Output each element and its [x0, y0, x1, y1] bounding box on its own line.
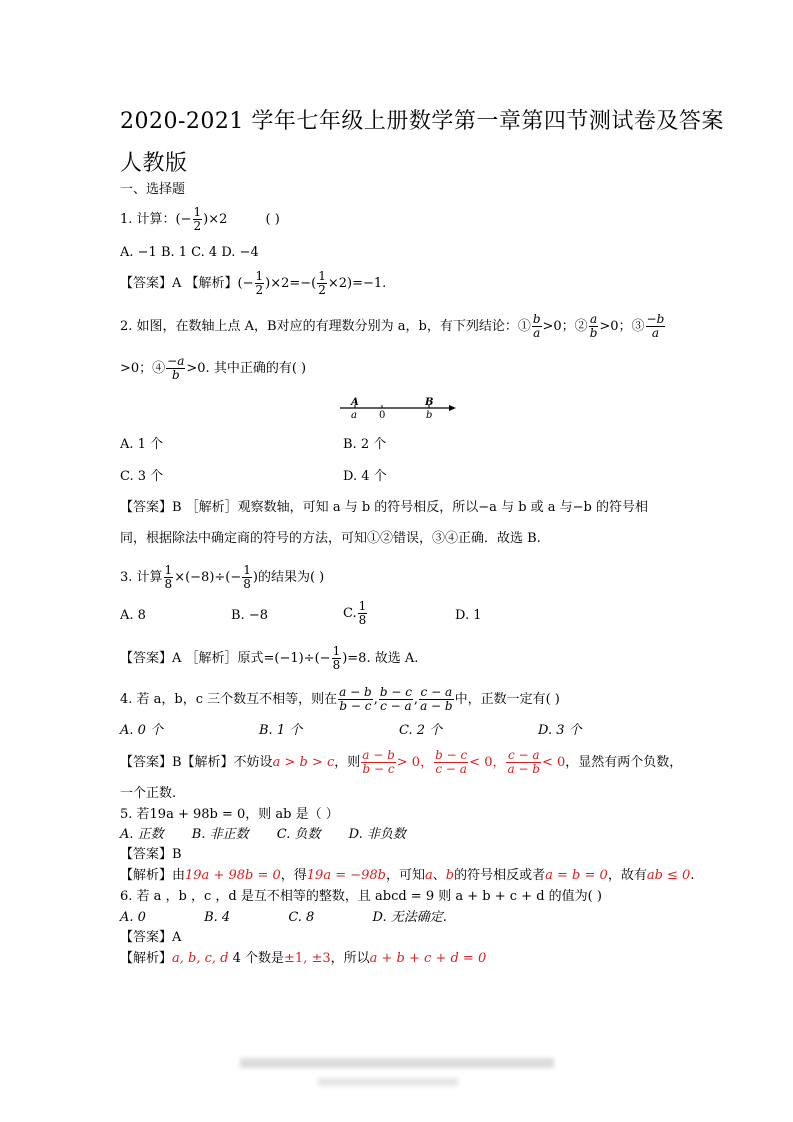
label-zero: 0	[379, 410, 386, 420]
section-heading: 一、选择题	[120, 182, 186, 197]
question-2-option-a: A. 1 个	[120, 437, 164, 452]
question-2-option-c: C. 3 个	[120, 469, 164, 484]
fraction: $\frac{c - a}{a - b}$	[420, 685, 453, 713]
question-3-option-a: A. 8	[120, 608, 146, 623]
question-4-option-c: C. 2 个	[399, 723, 443, 738]
question-1: 1. 计算：(− $\frac{1}{2}$ )×2 ( )	[120, 205, 280, 233]
fraction: $\frac{b - c}{c - a}$	[379, 685, 412, 713]
question-2-answer-line1: 【答案】B ［解析］观察数轴，可知 a 与 b 的符号相反，所以−a 与 b 或 a 与−b 的符号相	[120, 500, 649, 515]
question-4: 4. 若 a，b，c 三个数互不相等，则在 $\frac{a - b}{b - c}$ , $\frac{b - c}{c - a}$ , $\frac{c - a}{a - b}$ 中，正数一定有( )	[120, 685, 560, 713]
question-1-options: A. −1 B. 1 C. 4 D. −4	[120, 245, 259, 260]
fraction: $\frac{b - c}{c - a}$	[435, 748, 468, 776]
question-2-option-d: D. 4 个	[343, 469, 387, 484]
fraction: $\frac{1}{8}$	[358, 599, 367, 627]
question-3-answer: 【答案】A ［解析］原式=(−1)÷(− $\frac{1}{8}$ )=8. 故选 A.	[120, 644, 419, 672]
page-subtitle: 人教版	[120, 151, 188, 176]
fraction: $\frac{a}{b}$	[589, 312, 598, 340]
fraction: $\frac{1}{2}$	[193, 205, 202, 233]
question-4-answer-line2: 一个正数.	[120, 786, 177, 801]
question-6-explanation: 【解析】a, b, c, d 4 个数是±1, ±3，所以a + b + c + d = 0	[120, 951, 487, 966]
footer-watermark-line2	[318, 1078, 458, 1086]
footer-watermark	[240, 1058, 554, 1068]
number-line-figure	[336, 394, 462, 420]
fraction: $\frac{-b}{a}$	[646, 312, 665, 340]
label-b: b	[426, 410, 433, 420]
label-a: a	[351, 410, 357, 420]
question-2-line2: >0；④ $\frac{-a}{b}$ >0. 其中正确的有( )	[120, 354, 307, 382]
fraction: $\frac{a - b}{b - c}$	[362, 748, 395, 776]
question-6-answer: 【答案】A	[120, 930, 182, 945]
fraction: $\frac{-a}{b}$	[167, 354, 185, 382]
question-4-option-d: D. 3 个	[538, 723, 582, 738]
question-3-option-c: C. $\frac{1}{8}$	[343, 599, 367, 627]
fraction: $\frac{1}{8}$	[243, 563, 251, 591]
question-3-option-b: B. −8	[231, 608, 268, 623]
axis-arrow-icon	[449, 405, 456, 411]
question-5-options: A. 正数 B. 非正数 C. 负数 D. 非负数	[120, 827, 406, 842]
question-3-option-d: D. 1	[455, 608, 482, 623]
fraction: $\frac{1}{8}$	[332, 644, 341, 672]
fraction: $\frac{1}{2}$	[318, 269, 326, 297]
fraction: $\frac{1}{8}$	[164, 563, 173, 591]
fraction: $\frac{c - a}{a - b}$	[507, 748, 540, 776]
question-5-answer: 【答案】B	[120, 847, 182, 862]
question-2: 2. 如图，在数轴上点 A，B对应的有理数分别为 a，b，有下列结论：① $\frac{b}{a}$ >0；② $\frac{a}{b}$ >0；③ $\frac{-b}{a}$	[120, 312, 665, 340]
fraction: $\frac{a - b}{b - c}$	[339, 685, 372, 713]
page-title: 2020-2021 学年七年级上册数学第一章第四节测试卷及答案	[120, 109, 724, 134]
question-4-option-a: A. 0 个	[120, 723, 164, 738]
question-6: 6. 若 a ，b ，c ，d 是互不相等的整数，且 abcd = 9 则 a + b + c + d 的值为( )	[120, 889, 602, 904]
question-4-option-b: B. 1 个	[259, 723, 303, 738]
fraction: $\frac{1}{2}$	[255, 269, 264, 297]
fraction: $\frac{b}{a}$	[532, 312, 541, 340]
question-2-answer-line2: 同，根据除法中确定商的符号的方法，可知①②错误，③④正确．故选 B.	[120, 531, 541, 546]
question-5-explanation: 【解析】由19a + 98b = 0，得19a = −98b，可知a、b的符号相反或者a = b = 0，故有ab ≤ 0.	[120, 868, 695, 883]
question-5: 5. 若19a + 98b = 0，则 ab 是（ ）	[120, 807, 339, 822]
question-1-answer: 【答案】A 【解析】(− $\frac{1}{2}$ )×2=−( $\frac{1}{2}$ ×2)=−1.	[120, 269, 387, 297]
label-point-A: A	[351, 397, 359, 408]
question-6-options: A. 0 B. 4 C. 8 D. 无法确定.	[120, 910, 447, 925]
label-point-B: B	[425, 397, 434, 408]
question-4-answer: 【答案】B【解析】不妨设a > b > c，则 $\frac{a - b}{b - c}$ > 0， $\frac{b - c}{c - a}$ < 0， $\frac{c - a}{a - b}$ < 0，显然有两个负数，	[120, 748, 683, 776]
question-3: 3. 计算 $\frac{1}{8}$ ×(−8)÷(− $\frac{1}{8}$ )的结果为( )	[120, 563, 325, 591]
question-2-option-b: B. 2 个	[343, 437, 387, 452]
